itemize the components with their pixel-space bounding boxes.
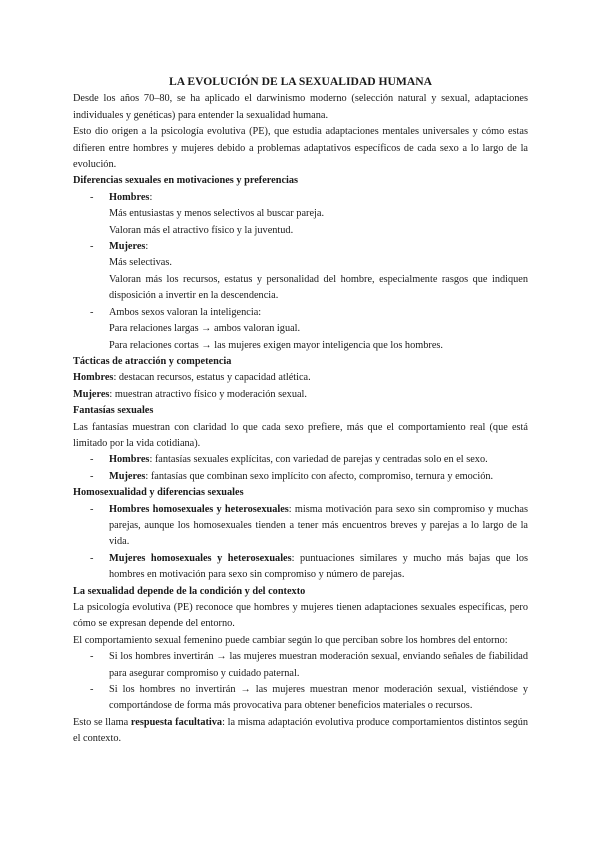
fantasies-women-text: : fantasías que combinan sexo implícito con afecto, compromiso, ternura y emoción. [145,470,494,482]
section-heading-homosexuality: Homosexualidad y diferencias sexuales [73,487,244,499]
context-list [73,649,528,715]
list-item [73,469,528,485]
intro-paragraph-1: Desde los años 70–80, se ha aplicado el darwinismo moderno (selección natural y sexual, adaptaciones individuales y genéticas) para entender la sexualidad humana. [73,93,528,121]
homo-women-label: Mujeres homosexuales y heterosexuales [109,552,292,564]
closing-paragraph [73,715,528,748]
list-item [73,452,528,468]
document-page [73,74,528,748]
tactics-men-text: : destacan recursos, estatus y capacidad atlética. [113,372,311,384]
both-line-1: Para relaciones largas → ambos valoran igual. [109,323,301,335]
homosexuality-list [73,502,528,584]
dash-bullet: - [90,651,94,663]
context-bullet-1: Si los hombres invertirán → las mujeres muestran moderación sexual, enviando señales de fiabilidad para asegurar compromiso y cuidado paternal. [109,651,528,679]
tactics-women-text: : muestran atractivo físico y moderación sexual. [109,388,307,400]
list-item [73,649,528,682]
section-heading-motivations: Diferencias sexuales en motivaciones y preferencias [73,175,299,187]
section-heading-tactics: Tácticas de atracción y competencia [73,355,232,367]
dash-bullet: - [90,503,94,515]
dash-bullet: - [90,191,94,203]
tactics-women [73,387,528,403]
dash-bullet: - [90,470,94,482]
motivations-list [73,190,528,354]
both-label: Ambos sexos valoran la inteligencia: [109,306,262,318]
intro-paragraph-2: Esto dio origen a la psicología evolutiva (PE), que estudia adaptaciones mentales universales y cómo estas difieren entre hombres y mujeres debido a problemas adaptativos específicos de cada sexo a lo largo de la evolución. [73,126,528,171]
both-line-2: Para relaciones cortas → las mujeres exigen mayor inteligencia que los hombres. [109,339,443,351]
tactics-women-label: Mujeres [73,388,110,400]
tactics-men-label: Hombres [73,372,114,384]
section-heading-fantasies: Fantasías sexuales [73,405,154,417]
fantasies-women-label: Mujeres [109,470,146,482]
context-paragraph-2: El comportamiento sexual femenino puede cambiar según lo que perciban sobre los hombres del entorno: [73,634,508,646]
closing-term: respuesta facultativa [130,716,223,728]
section-heading-context: La sexualidad depende de la condición y del contexto [73,585,306,597]
homo-women-text: : puntuaciones similares y mucho más bajas que los hombres en motivación para sexo sin compromiso y número de parejas. [109,552,528,581]
dash-bullet: - [90,241,94,253]
dash-bullet: - [90,552,94,564]
context-bullet-2: Si los hombres no invertirán → las mujeres muestran menor moderación sexual, vistiéndose y comportándose de forma más provocativa para obtener beneficios materiales o recursos. [109,684,528,712]
men-line-2: Valoran más el atractivo físico y la juventud. [109,224,294,236]
closing-post: : la misma adaptación evolutiva produce comportamientos distintos según el contexto. [73,716,528,745]
women-label: Mujeres [109,241,146,253]
men-label: Hombres [109,191,150,203]
closing-pre: Esto se llama [73,716,131,728]
list-item [73,502,528,551]
men-line-1: Más entusiastas y menos selectivos al buscar pareja. [109,208,325,220]
homo-men-label: Hombres homosexuales y heterosexuales [109,503,289,515]
fantasies-list [73,452,528,485]
list-item: - Hombres: Más entusiastas y menos selectivos al buscar pareja. Valoran más el atractivo físico y la juventud. [73,190,528,239]
women-line-1: Más selectivas. [109,257,172,269]
list-item [73,682,528,715]
context-paragraph-1: La psicología evolutiva (PE) reconoce que hombres y mujeres tienen adaptaciones sexuales específicas, pero cómo se expresan depende del entorno. [73,602,528,630]
fantasies-paragraph: Las fantasías muestran con claridad lo que cada sexo prefiere, más que el comportamiento real (que está limitado por la vida cotidiana). [73,421,528,449]
homo-men-text: : misma motivación para sexo sin compromiso y muchas parejas, aunque los homosexuales tienden a tener más encuentros breves y parejas a lo largo de la vida. [109,503,528,548]
page-title: LA EVOLUCIÓN DE LA SEXUALIDAD HUMANA [169,75,432,88]
tactics-men [73,370,528,386]
dash-bullet: - [90,454,94,466]
list-item [73,551,528,584]
list-item: - Mujeres: Más selectivas. Valoran más los recursos, estatus y personalidad del hombre, especialmente rasgos que indiquen disposición a invertir en la descendencia. [73,239,528,305]
dash-bullet: - [90,684,94,696]
fantasies-men-label: Hombres [109,454,150,466]
dash-bullet: - [90,306,94,318]
fantasies-men-text: : fantasías sexuales explícitas, con variedad de parejas y centradas solo en el sexo. [149,454,488,466]
women-line-2: Valoran más los recursos, estatus y personalidad del hombre, especialmente rasgos que indiquen disposición a invertir en la descendencia. [109,273,528,302]
list-item [73,305,528,354]
